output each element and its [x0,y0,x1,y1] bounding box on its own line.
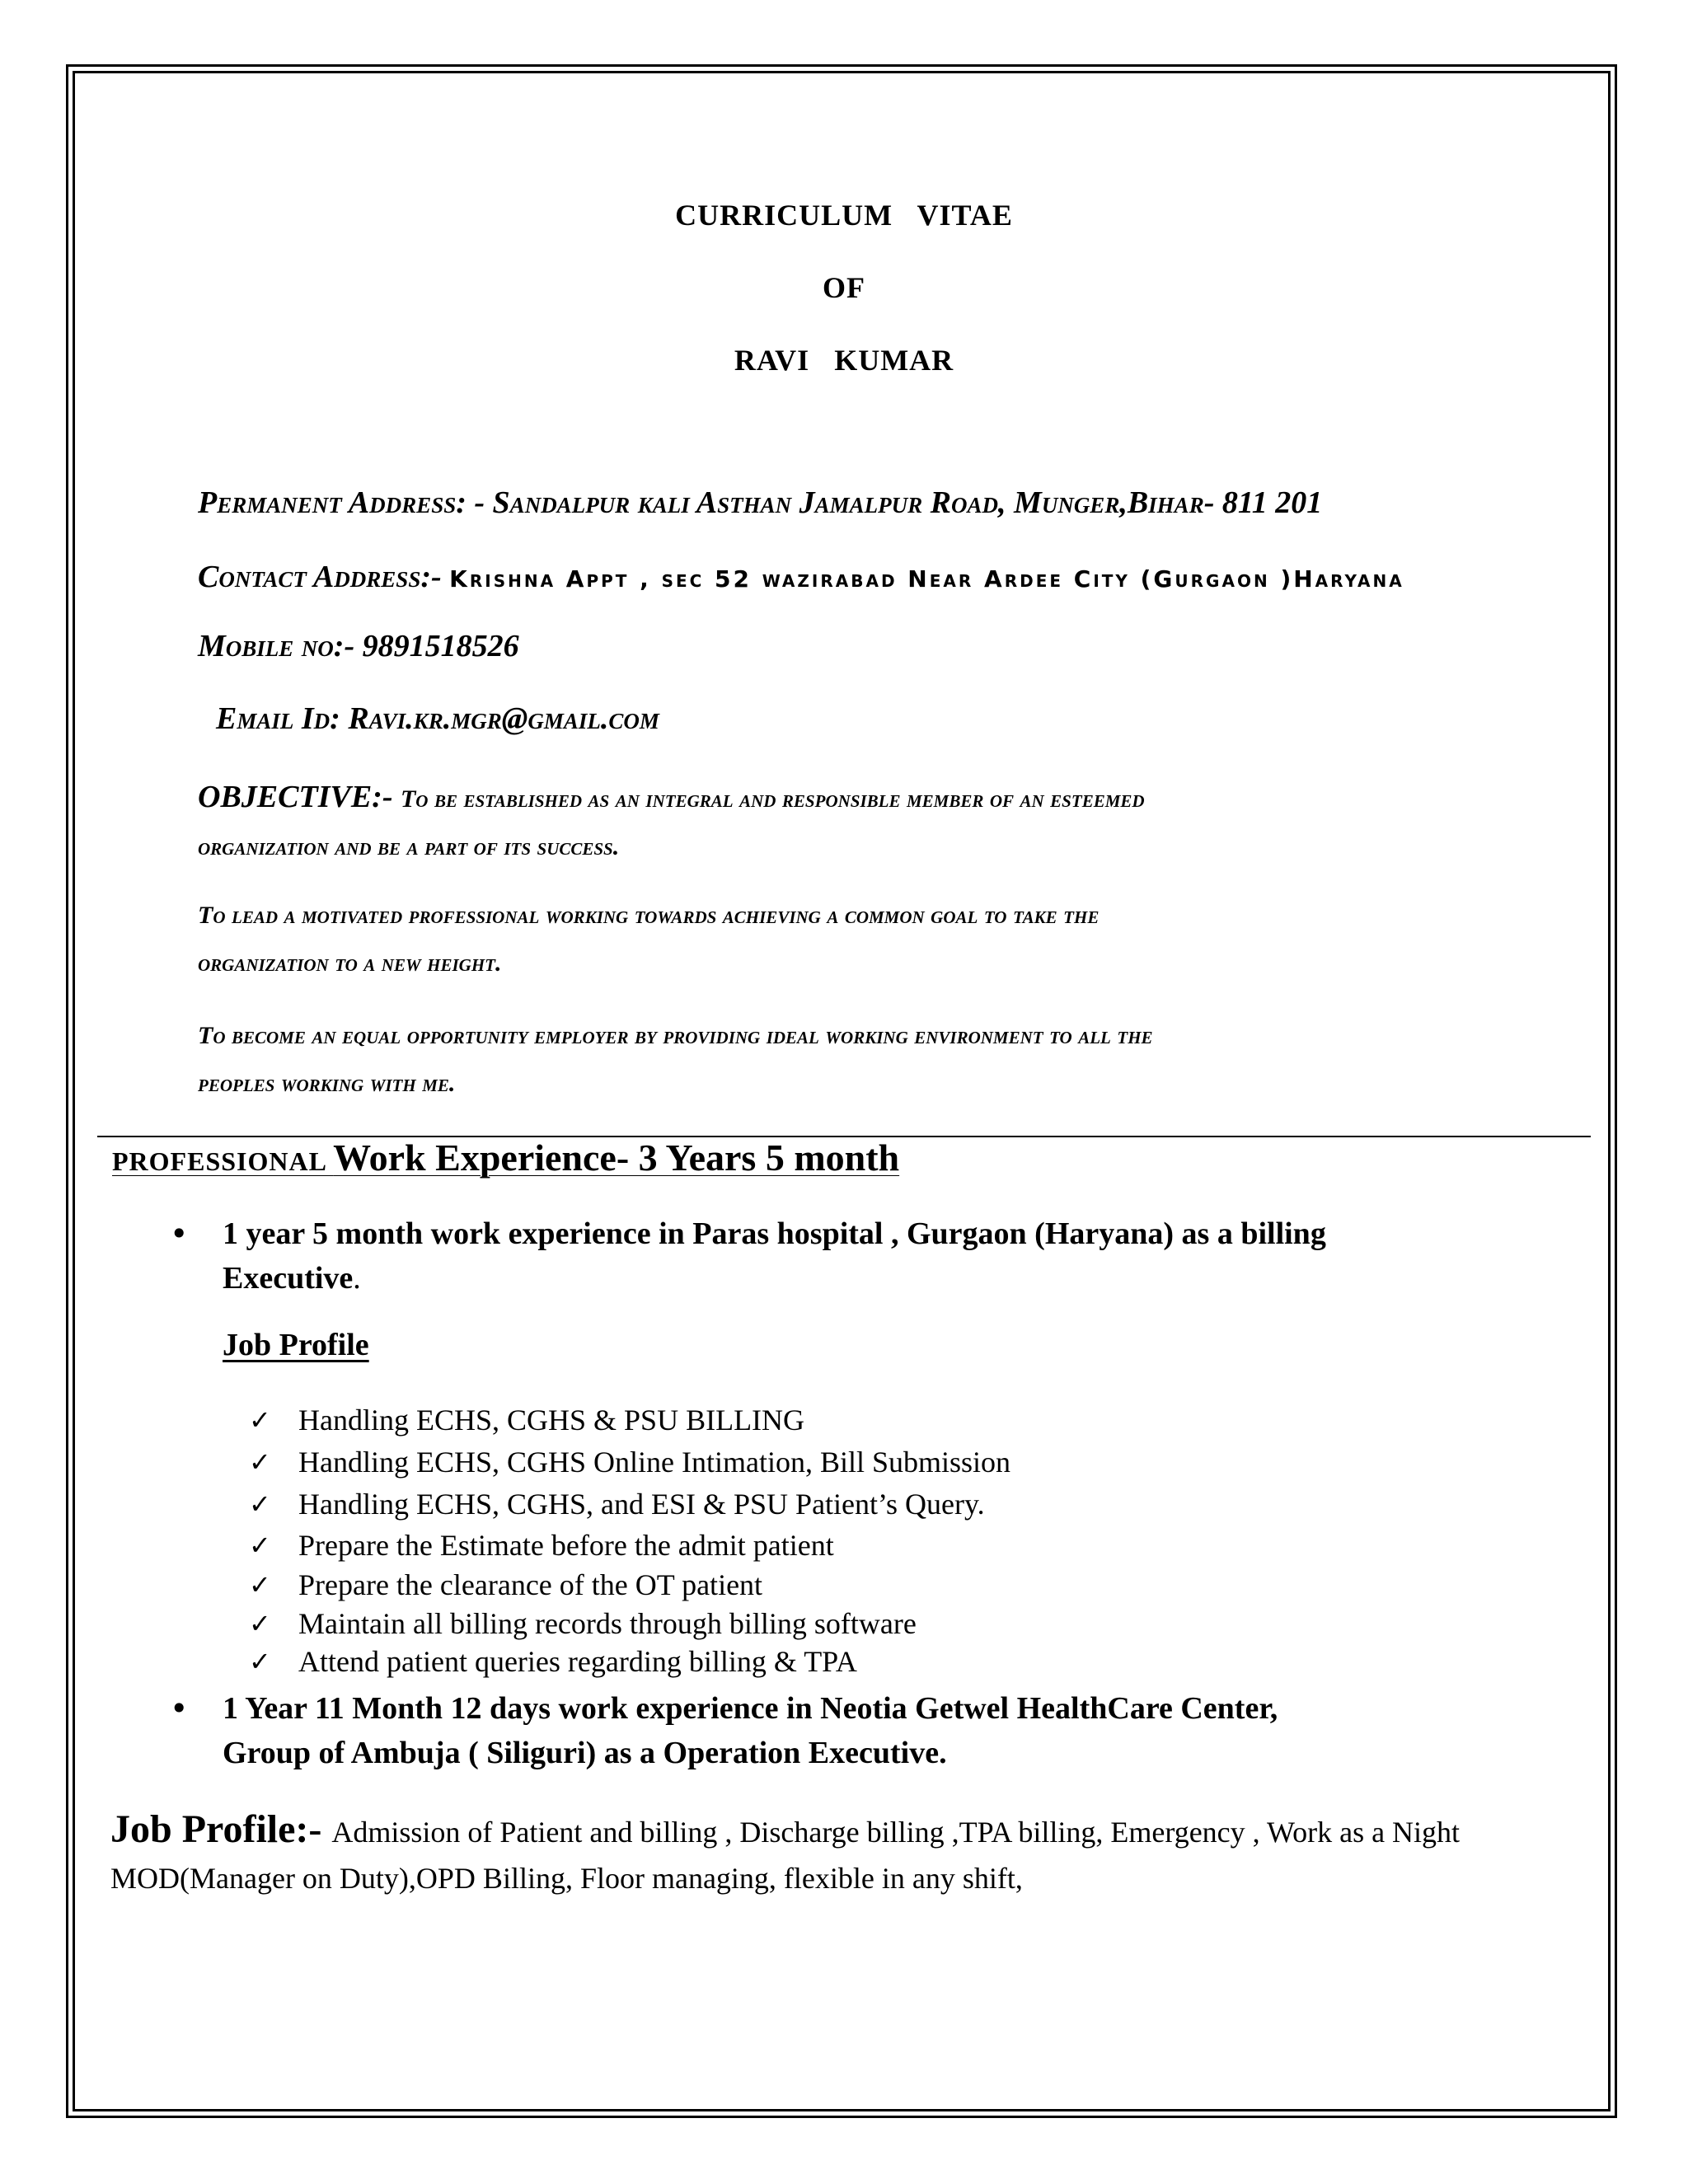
job-profile-summary-text: Admission of Patient and billing , Discharge billing ,TPA billing, Emergency , Work as a Night MOD(Manager on Duty),OPD Billing, Floor managing, flexible in any shift, [110,1816,1461,1895]
mobile-value: 9891518526 [362,629,519,663]
objective-paragraph-1: OBJECTIVE:- To be established as an integral and responsible member of an esteemed organization and be a part of its success. [198,780,1145,860]
mobile-label: Mobile no:- [198,629,363,663]
list-item: ✓ Handling ECHS, CGHS & PSU BILLING [249,1399,1010,1441]
check-icon: ✓ [249,1646,271,1677]
check-icon: ✓ [249,1569,271,1601]
job-profile-summary-label: Job Profile:- [110,1807,332,1851]
experience-heading: PROFESSIONAL Work Experience- 3 Years 5 month [112,1137,900,1179]
job-profile-summary [110,1807,1578,1901]
check-icon: ✓ [249,1488,271,1520]
cv-title: CURRICULUM VITAE [675,199,1013,232]
email-line [216,701,659,737]
list-item: ✓ Prepare the clearance of the OT patient [249,1565,1010,1605]
check-icon: ✓ [249,1530,271,1561]
list-item: ✓ Handling ECHS, CGHS Online Intimation, Bill Submission [249,1441,1010,1483]
bullet-icon: • [170,1690,189,1727]
list-item: ✓ Attend patient queries regarding billing & TPA [249,1643,1010,1680]
objective-paragraph-2: To lead a motivated professional working towards achieving a common goal to take the organization to a new height. [198,902,1100,977]
contact-address-line [198,559,1404,595]
experience-item-neotia: • 1 Year 11 Month 12 days work experience in Neotia Getwel HealthCare Center, Group of Ambuja ( Siliguri) as a Operation Executive. [170,1686,1489,1775]
permanent-address-label: Permanent Address: - [198,485,493,520]
bullet-icon: • [170,1216,189,1252]
check-icon: ✓ [249,1446,271,1478]
email-value: Ravi.kr.mgr@gmail.com [348,701,659,736]
permanent-address-pin: 811 201 [1221,485,1323,520]
mobile-line [198,628,519,664]
cv-name: RAVI KUMAR [734,344,954,377]
check-icon: ✓ [249,1608,271,1639]
contact-address-label: Contact Address:- [198,560,450,594]
contact-address-value: Krishna Appt , sec 52 wazirabad Near Ardee City (Gurgaon )Haryana [449,565,1404,593]
list-item: ✓ Maintain all billing records through billing software [249,1605,1010,1643]
objective-label: OBJECTIVE:- [198,780,401,814]
job-profile-heading: Job Profile [223,1328,369,1362]
experience-item-paras: • 1 year 5 month work experience in Paras hospital , Gurgaon (Haryana) as a billing Executive. [170,1212,1489,1301]
duties-list [249,1399,1010,1680]
objective-paragraph-3: To become an equal opportunity employer by providing ideal working environment to all the peoples working with me. [198,1022,1153,1097]
email-label: Email Id: [216,701,349,736]
list-item: ✓ Prepare the Estimate before the admit patient [249,1526,1010,1565]
cv-title-of: OF [823,271,865,304]
permanent-address-value: Sandalpur kali Asthan Jamalpur Road, Munger,Bihar- [492,485,1215,520]
permanent-address-line [198,485,1322,521]
list-item: ✓ Handling ECHS, CGHS, and ESI & PSU Patient’s Query. [249,1483,1010,1526]
check-icon: ✓ [249,1404,271,1436]
